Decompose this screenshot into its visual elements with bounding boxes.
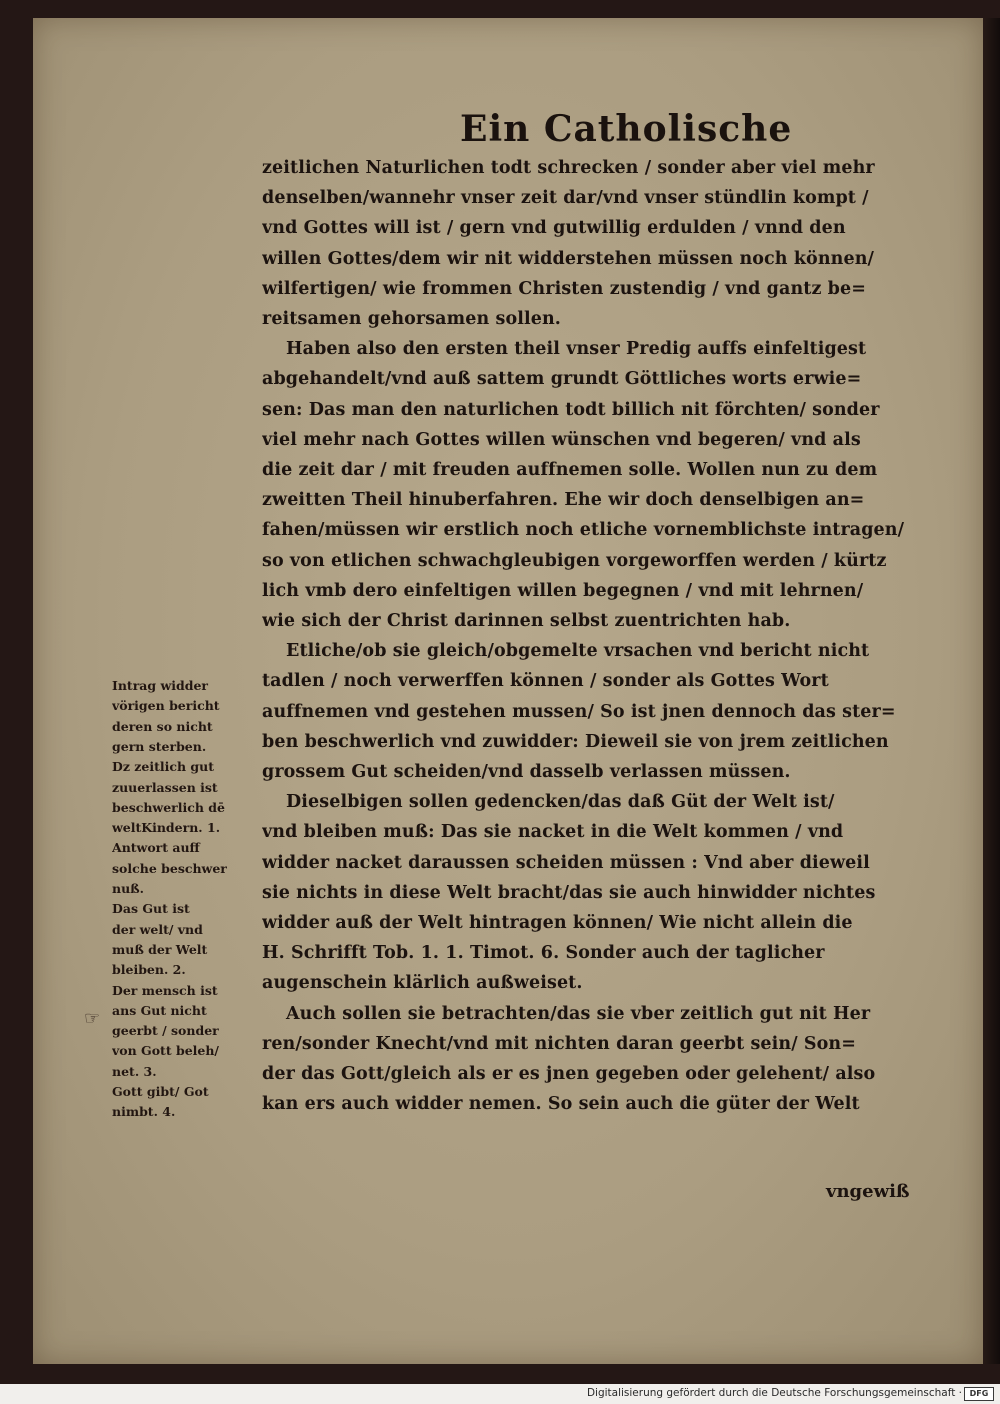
dfg-logo: DFG [964, 1387, 994, 1401]
body-line: ren/sonder Knecht/vnd mit nichten daran geerbt sein/ Son= [262, 1033, 856, 1054]
body-line: Auch sollen sie betrachten/das sie vber zeitlich gut nit Her [286, 1003, 871, 1024]
manicule-icon: ☞ [84, 1008, 101, 1029]
page-edge-shadow [980, 18, 1000, 1364]
margin-note-line: Der mensch ist [112, 982, 218, 998]
footer-credit: Digitalisierung gefördert durch die Deutsche Forschungsgemeinschaft · [586, 1387, 962, 1399]
body-line: Etliche/ob sie gleich/obgemelte vrsachen vnd bericht nicht [286, 641, 870, 662]
body-line: so von etlichen schwachgleubigen vorgeworffen werden / kürtz [262, 550, 887, 571]
margin-note-line: Dz zeitlich gut [112, 759, 215, 775]
body-line: Dieselbigen sollen gedencken/das daß Güt der Welt ist/ [286, 792, 835, 813]
running-header: Ein Catholische [460, 108, 793, 150]
body-line: fahen/müssen wir erstlich noch etliche vornemblichste intragen/ [262, 520, 905, 541]
body-line: abgehandelt/vnd auß sattem grundt Göttliches worts erwie= [262, 369, 862, 390]
body-line: grossem Gut scheiden/vnd dasselb verlassen müssen. [262, 762, 791, 782]
catchword: vngewiß [826, 1181, 910, 1202]
margin-note-line: geerbt / sonder [112, 1023, 219, 1039]
margin-note-line: vörigen bericht [112, 698, 220, 714]
body-line: H. Schrifft Tob. 1. 1. Timot. 6. Sonder auch der taglicher [262, 943, 825, 964]
body-line: Haben also den ersten theil vnser Predig auffs einfeltigest [286, 339, 867, 360]
body-line: viel mehr nach Gottes willen wünschen vnd begeren/ vnd als [262, 429, 861, 450]
margin-note-line: net. 3. [112, 1063, 157, 1079]
body-line: der das Gott/gleich als er es jnen gegeben oder gelehent/ also [262, 1064, 876, 1084]
body-line: sen: Das man den naturlichen todt billich nit förchten/ sonder [262, 399, 880, 420]
margin-note-line: weltKindern. 1. [112, 820, 221, 836]
body-line: wilfertigen/ wie frommen Christen zustendig / vnd gantz be= [262, 278, 867, 299]
margin-note-line: muß der Welt [112, 941, 208, 957]
body-line: kan ers auch widder nemen. So sein auch die güter der Welt [262, 1094, 860, 1115]
body-line: wie sich der Christ darinnen selbst zuentrichten hab. [262, 611, 791, 631]
margin-note-line: Intrag widder [112, 678, 209, 693]
body-line: auffnemen vnd gestehen mussen/ So ist jnen dennoch das ster= [262, 701, 896, 722]
margin-note-line: von Gott beleh/ [112, 1043, 220, 1059]
body-line: reitsamen gehorsamen sollen. [262, 309, 561, 329]
margin-note-line: gern sterben. [112, 738, 207, 754]
margin-note-line: deren so nicht [112, 718, 213, 734]
margin-note-line: solche beschwer [112, 860, 227, 876]
body-line: augenschein klärlich außweiset. [262, 973, 583, 994]
body-line: die zeit dar / mit freuden auffnemen solle. Wollen nun zu dem [262, 460, 878, 480]
margin-note-line: bleiben. 2. [112, 962, 186, 978]
margin-note-line: ans Gut nicht [112, 1002, 207, 1018]
margin-note-line: beschwerlich dē [112, 799, 225, 815]
body-line: zeitlichen Naturlichen todt schrecken / sonder aber viel mehr [262, 158, 875, 178]
body-line: widder nacket daraussen scheiden müssen : Vnd aber dieweil [262, 852, 870, 873]
margin-note-line: Das Gut ist [112, 901, 190, 917]
body-line: tadlen / noch verwerffen können / sonder als Gottes Wort [262, 671, 829, 692]
body-line: lich vmb dero einfeltigen willen begegnen / vnd mit lehrnen/ [262, 580, 864, 601]
body-line: denselben/wannehr vnser zeit dar/vnd vnser stündlin kompt / [262, 188, 869, 209]
margin-note-line: Gott gibt/ Got [112, 1084, 209, 1099]
body-line: ben beschwerlich vnd zuwidder: Dieweil sie von jrem zeitlichen [262, 731, 889, 752]
body-line: widder auß der Welt hintragen können/ Wie nicht allein die [262, 913, 853, 933]
body-line: vnd bleiben muß: Das sie nacket in die Welt kommen / vnd [262, 822, 844, 843]
margin-note-line: nuß. [112, 881, 145, 896]
margin-note-line: Antwort auff [112, 840, 200, 856]
margin-note-line: der welt/ vnd [112, 921, 203, 937]
margin-note-line: zuuerlassen ist [112, 779, 218, 795]
body-line: willen Gottes/dem wir nit widderstehen müssen noch können/ [262, 248, 875, 269]
body-line: vnd Gottes will ist / gern vnd gutwillig erdulden / vnnd den [262, 218, 846, 239]
margin-note-line: nimbt. 4. [112, 1104, 176, 1120]
body-line: zweitten Theil hinuberfahren. Ehe wir doch denselbigen an= [262, 490, 865, 511]
body-line: sie nichts in diese Welt bracht/das sie auch hinwidder nichtes [262, 882, 876, 903]
